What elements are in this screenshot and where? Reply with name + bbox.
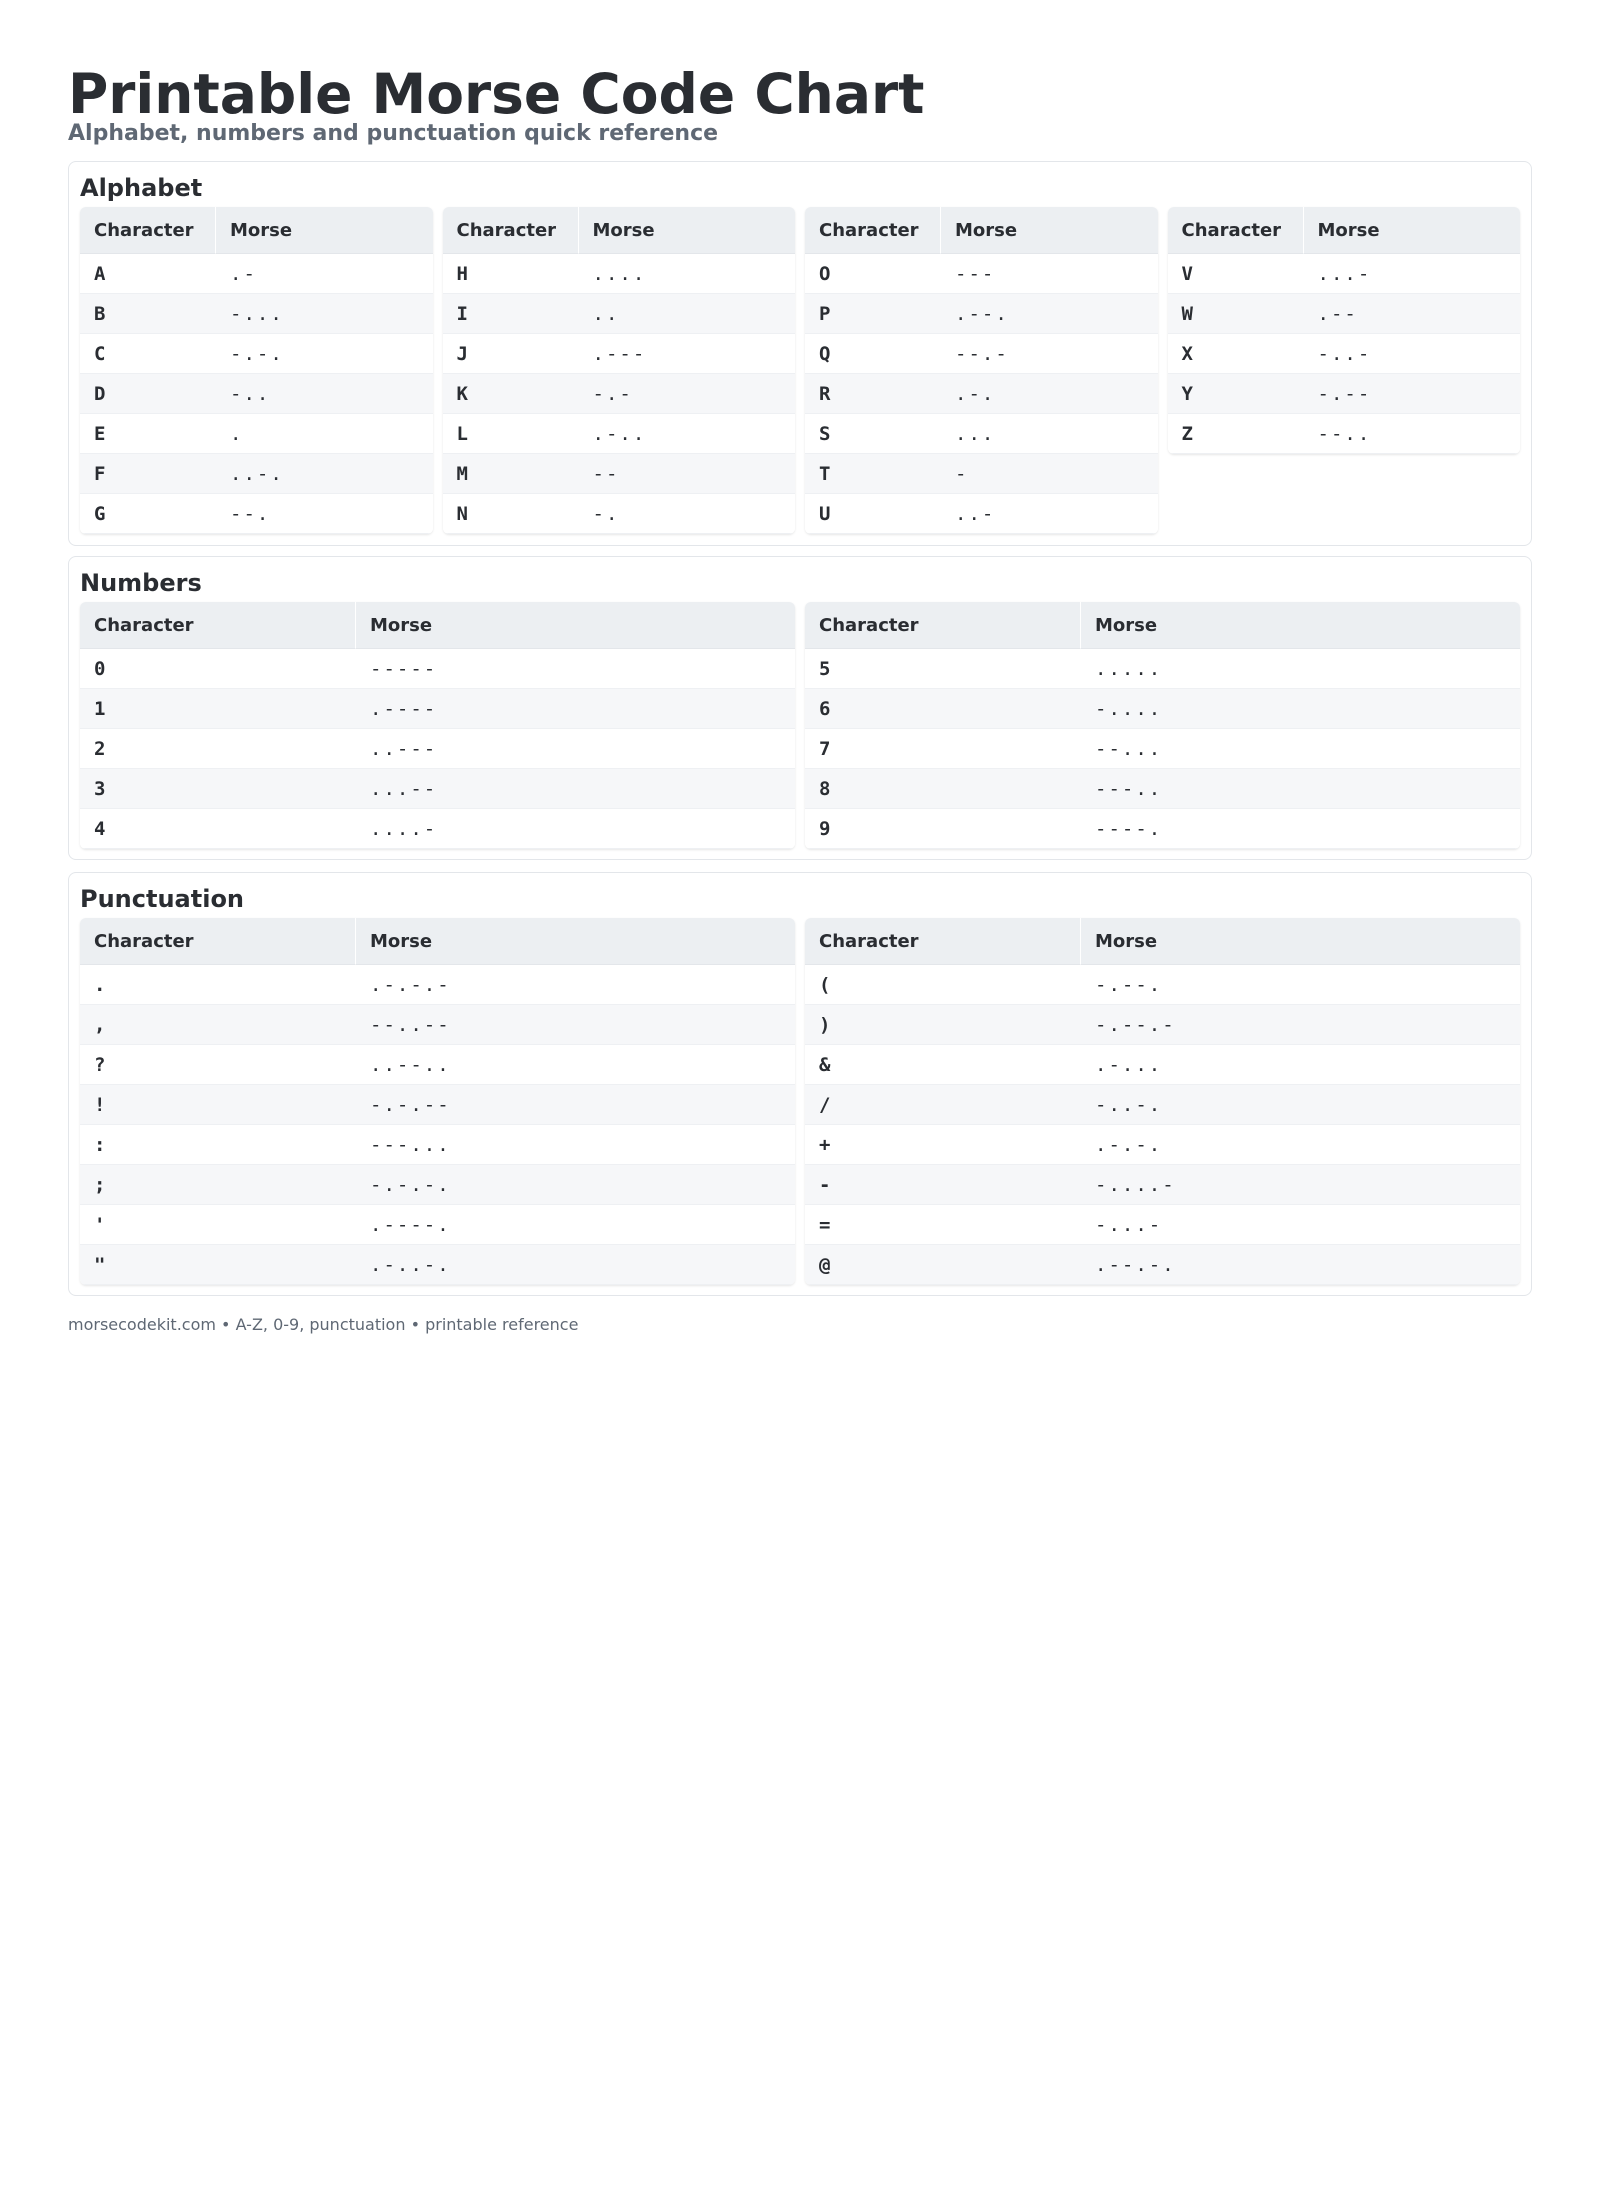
column-header-morse: Morse [1304,207,1521,254]
morse-code-cell: ---... [356,1125,795,1165]
character-cell: ' [80,1205,356,1245]
morse-code-cell: ..- [941,494,1158,534]
morse-code-cell: ...- [1304,254,1521,294]
morse-code-cell: -..-. [1081,1085,1520,1125]
character-cell: 9 [805,809,1081,849]
column-header-character: Character [805,602,1081,649]
morse-code-cell: .. [579,294,796,334]
table-row [443,494,796,534]
character-cell: E [80,414,216,454]
character-cell: / [805,1085,1081,1125]
character-cell: = [805,1205,1081,1245]
character-cell: " [80,1245,356,1285]
character-cell: H [443,254,579,294]
table-row [80,374,433,414]
table-row [805,1085,1520,1125]
character-cell: K [443,374,579,414]
table-row [80,729,795,769]
morse-table [805,207,1158,534]
table-row [443,254,796,294]
table-header-row [80,207,433,254]
character-cell: C [80,334,216,374]
morse-code-cell: --.. [1304,414,1521,454]
table-row [805,334,1158,374]
morse-code-cell: ...-- [356,769,795,809]
table-header-row [80,918,795,965]
morse-code-cell: -..- [1304,334,1521,374]
character-cell: - [805,1165,1081,1205]
morse-table [805,602,1520,849]
morse-code-cell: . [216,414,433,454]
morse-code-cell: .--.-. [1081,1245,1520,1285]
character-cell: M [443,454,579,494]
morse-code-cell: .----. [356,1205,795,1245]
character-cell: ? [80,1045,356,1085]
character-cell: Q [805,334,941,374]
table-row [443,414,796,454]
footer-note: morsecodekit.com • A-Z, 0-9, punctuation • printable reference [68,1315,579,1334]
table-row [805,809,1520,849]
table-row [805,494,1158,534]
morse-code-cell: .-... [1081,1045,1520,1085]
morse-code-cell: .... [579,254,796,294]
morse-table [805,918,1520,1285]
table-group [80,602,1520,849]
table-row [80,454,433,494]
table-row [1168,414,1521,454]
table-row [80,1165,795,1205]
character-cell: & [805,1045,1081,1085]
morse-code-cell: ..-. [216,454,433,494]
table-row [80,1245,795,1285]
character-cell: 3 [80,769,356,809]
character-cell: 7 [805,729,1081,769]
column-header-morse: Morse [356,918,795,965]
page-title: Printable Morse Code Chart [68,62,925,126]
table-row [805,1165,1520,1205]
morse-code-cell: .--. [941,294,1158,334]
table-row [805,294,1158,334]
character-cell: L [443,414,579,454]
morse-code-cell: --. [216,494,433,534]
table-row [443,294,796,334]
table-row [80,689,795,729]
table-row [80,809,795,849]
morse-code-cell: -. [579,494,796,534]
table-row [80,1045,795,1085]
table-row [80,649,795,689]
morse-code-cell: .-.-.- [356,965,795,1005]
morse-table [80,918,795,1285]
section-title: Numbers [80,569,202,597]
morse-code-cell: -.--.- [1081,1005,1520,1045]
column-header-morse: Morse [941,207,1158,254]
character-cell: ! [80,1085,356,1125]
column-header-character: Character [805,207,941,254]
table-header-row [80,602,795,649]
character-cell: A [80,254,216,294]
character-cell: P [805,294,941,334]
table-row [805,729,1520,769]
column-header-morse: Morse [356,602,795,649]
table-row [805,1125,1520,1165]
morse-code-cell: - [941,454,1158,494]
column-header-character: Character [443,207,579,254]
table-row [1168,334,1521,374]
table-header-row [1168,207,1521,254]
morse-code-cell: ---.. [1081,769,1520,809]
table-row [80,965,795,1005]
character-cell: 5 [805,649,1081,689]
morse-table [443,207,796,534]
table-row [805,1045,1520,1085]
alphabet-section [68,161,1532,546]
character-cell: U [805,494,941,534]
character-cell: 2 [80,729,356,769]
character-cell: X [1168,334,1304,374]
morse-code-cell: -.-.-- [356,1085,795,1125]
table-row [1168,254,1521,294]
morse-code-cell: .-..-. [356,1245,795,1285]
table-row [1168,374,1521,414]
column-header-morse: Morse [1081,918,1520,965]
table-row [80,254,433,294]
character-cell: 6 [805,689,1081,729]
morse-table [80,602,795,849]
character-cell: Z [1168,414,1304,454]
character-cell: . [80,965,356,1005]
character-cell: O [805,254,941,294]
character-cell: ) [805,1005,1081,1045]
table-row [805,649,1520,689]
morse-code-cell: -.. [216,374,433,414]
table-header-row [805,207,1158,254]
character-cell: D [80,374,216,414]
character-cell: ( [805,965,1081,1005]
character-cell: , [80,1005,356,1045]
table-row [443,454,796,494]
morse-code-cell: -.-.-. [356,1165,795,1205]
morse-code-cell: -.- [579,374,796,414]
table-row [80,494,433,534]
character-cell: F [80,454,216,494]
section-title: Alphabet [80,174,203,202]
morse-code-cell: --.- [941,334,1158,374]
table-row [805,414,1158,454]
table-row [80,1005,795,1045]
column-header-character: Character [80,918,356,965]
table-row [805,1205,1520,1245]
table-row [80,414,433,454]
morse-code-cell: .-- [1304,294,1521,334]
table-header-row [805,918,1520,965]
morse-code-cell: ... [941,414,1158,454]
table-row [805,1005,1520,1045]
morse-code-cell: .-.-. [1081,1125,1520,1165]
section-title: Punctuation [80,885,245,913]
character-cell: @ [805,1245,1081,1285]
morse-code-cell: .-.. [579,414,796,454]
morse-code-cell: -.... [1081,689,1520,729]
morse-code-cell: -.-- [1304,374,1521,414]
morse-code-cell: --..-- [356,1005,795,1045]
character-cell: B [80,294,216,334]
table-row [805,374,1158,414]
table-row [805,454,1158,494]
morse-code-cell: -....- [1081,1165,1520,1205]
table-row [443,334,796,374]
character-cell: 8 [805,769,1081,809]
morse-code-cell: ..--.. [356,1045,795,1085]
character-cell: Y [1168,374,1304,414]
column-header-character: Character [805,918,1081,965]
morse-code-cell: ..--- [356,729,795,769]
morse-code-cell: -- [579,454,796,494]
column-header-morse: Morse [216,207,433,254]
morse-code-cell: ....- [356,809,795,849]
morse-code-cell: --... [1081,729,1520,769]
table-row [80,1125,795,1165]
morse-code-cell: .--- [579,334,796,374]
morse-code-cell: -... [216,294,433,334]
character-cell: R [805,374,941,414]
table-header-row [443,207,796,254]
character-cell: 1 [80,689,356,729]
morse-code-cell: ----- [356,649,795,689]
table-row [80,1085,795,1125]
table-row [805,1245,1520,1285]
morse-table [1168,207,1521,454]
table-group [80,918,1520,1285]
character-cell: G [80,494,216,534]
column-header-character: Character [80,207,216,254]
table-row [80,334,433,374]
column-header-character: Character [80,602,356,649]
table-header-row [805,602,1520,649]
table-row [805,689,1520,729]
character-cell: 4 [80,809,356,849]
column-header-morse: Morse [1081,602,1520,649]
character-cell: V [1168,254,1304,294]
morse-code-cell: ----. [1081,809,1520,849]
numbers-section [68,556,1532,860]
character-cell: ; [80,1165,356,1205]
character-cell: S [805,414,941,454]
table-row [1168,294,1521,334]
character-cell: : [80,1125,356,1165]
punctuation-section [68,872,1532,1296]
character-cell: W [1168,294,1304,334]
table-row [443,374,796,414]
page-subtitle: Alphabet, numbers and punctuation quick reference [68,121,719,146]
character-cell: + [805,1125,1081,1165]
morse-code-cell: .- [216,254,433,294]
character-cell: J [443,334,579,374]
table-row [80,294,433,334]
character-cell: N [443,494,579,534]
morse-code-cell: -.--. [1081,965,1520,1005]
table-row [80,1205,795,1245]
character-cell: I [443,294,579,334]
morse-code-cell: -.-. [216,334,433,374]
morse-code-cell: .-. [941,374,1158,414]
morse-code-cell: .---- [356,689,795,729]
character-cell: 0 [80,649,356,689]
morse-code-cell: -...- [1081,1205,1520,1245]
morse-code-cell: --- [941,254,1158,294]
morse-table [80,207,433,534]
table-row [805,254,1158,294]
character-cell: T [805,454,941,494]
column-header-character: Character [1168,207,1304,254]
table-row [80,769,795,809]
table-row [805,769,1520,809]
morse-code-cell: ..... [1081,649,1520,689]
column-header-morse: Morse [579,207,796,254]
table-group [80,207,1520,534]
table-row [805,965,1520,1005]
